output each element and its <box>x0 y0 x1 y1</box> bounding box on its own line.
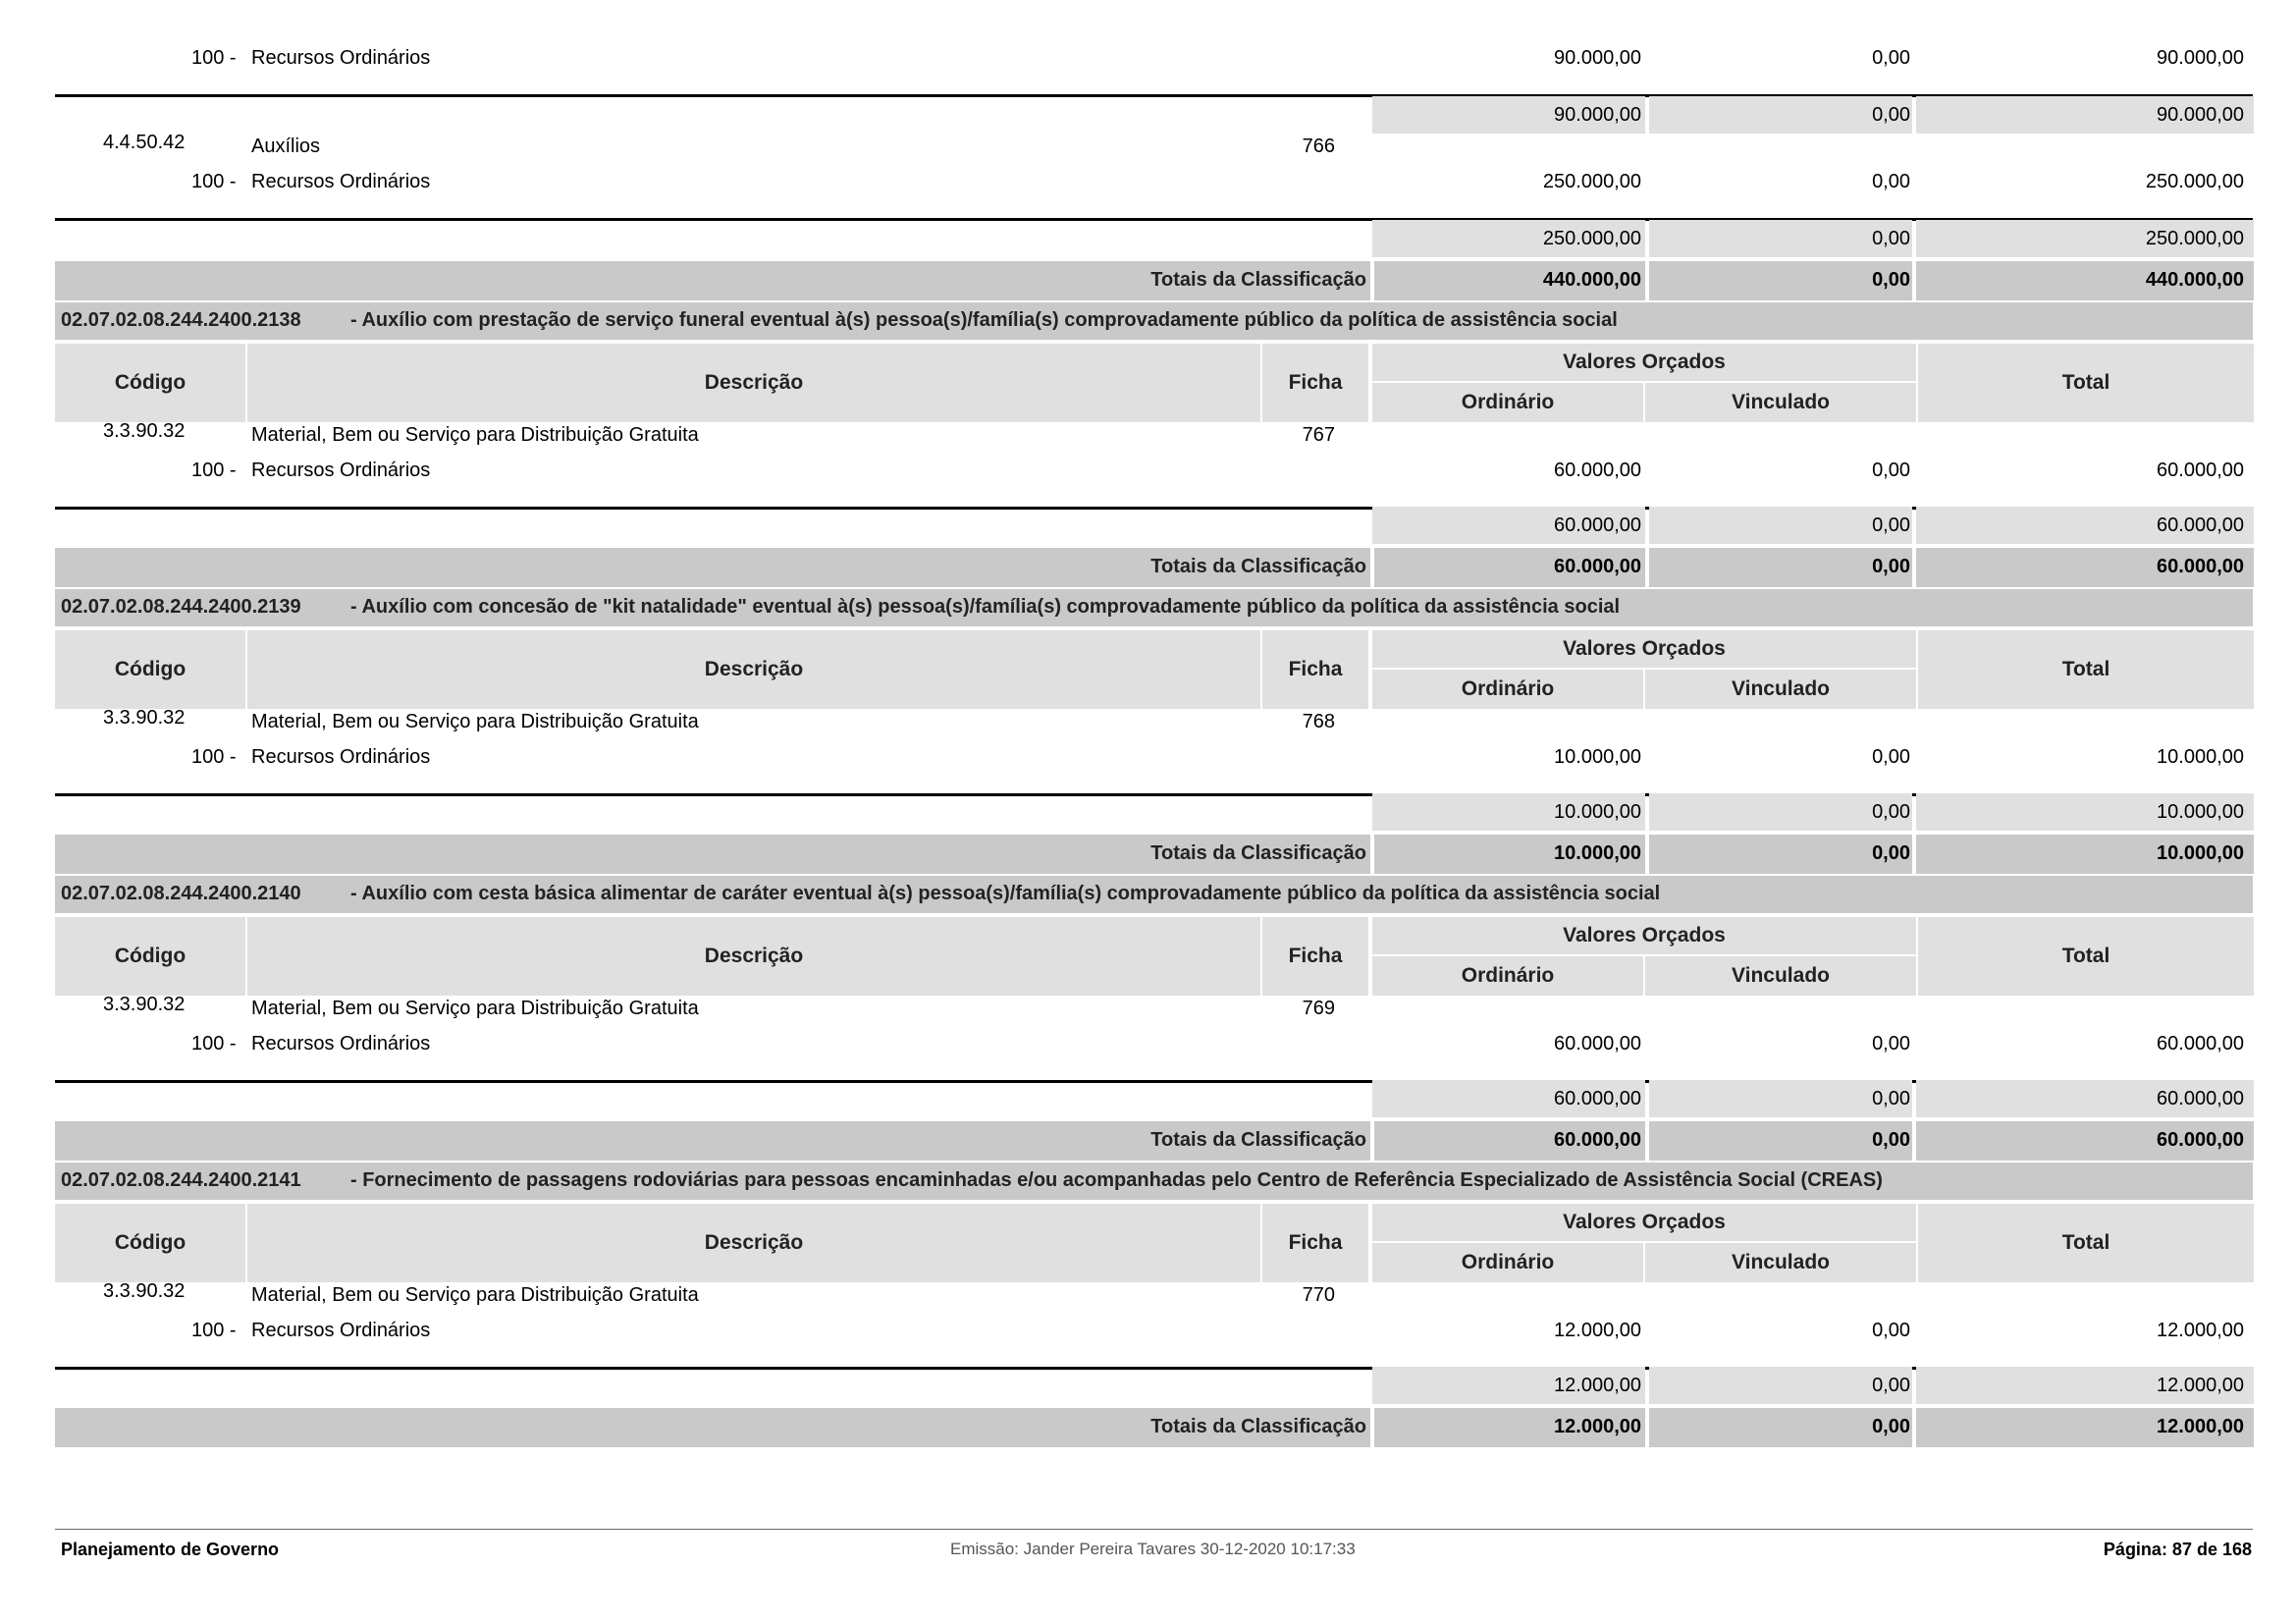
header-valores-orcados: Valores Orçados <box>1372 917 1916 954</box>
header-descricao: Descrição <box>247 344 1260 422</box>
header-descricao: Descrição <box>247 1204 1260 1282</box>
value-ordinario: 10.000,00 <box>1554 746 1641 768</box>
item-ficha: 766 <box>1302 135 1335 157</box>
source-code: 100 - <box>191 746 237 768</box>
subtotal-vinculado: 0,00 <box>1872 104 1910 126</box>
value-ordinario: 60.000,00 <box>1554 460 1641 481</box>
action-code: 02.07.02.08.244.2400.2140 <box>61 883 301 904</box>
header-total: Total <box>1918 917 2254 996</box>
subtotal-total: 60.000,00 <box>2157 1088 2244 1109</box>
action-code: 02.07.02.08.244.2400.2141 <box>61 1169 301 1191</box>
value-total: 90.000,00 <box>2157 47 2244 69</box>
totals-label: Totais da Classificação <box>1150 269 1366 291</box>
subtotal-total: 60.000,00 <box>2157 514 2244 536</box>
source-description: Recursos Ordinários <box>251 460 431 481</box>
value-ordinario: 12.000,00 <box>1554 1320 1641 1341</box>
subtotal-vinculado: 0,00 <box>1872 228 1910 249</box>
value-vinculado: 0,00 <box>1872 746 1910 768</box>
footer-left: Planejamento de Governo <box>61 1540 280 1559</box>
header-vinculado: Vinculado <box>1645 1243 1916 1282</box>
source-description: Recursos Ordinários <box>251 746 431 768</box>
header-ficha: Ficha <box>1262 630 1368 709</box>
totals-total: 12.000,00 <box>2157 1416 2244 1437</box>
value-total: 60.000,00 <box>2157 1033 2244 1055</box>
value-ordinario: 60.000,00 <box>1554 1033 1641 1055</box>
action-description: - Fornecimento de passagens rodoviárias para pessoas encaminhadas e/ou acompanhadas pelo Centro de Referência Especializado de Assistência Social (CREAS) <box>350 1169 1883 1191</box>
subtotal-vinculado: 0,00 <box>1872 514 1910 536</box>
item-description: Material, Bem ou Serviço para Distribuição Gratuita <box>251 711 699 732</box>
totals-vinculado: 0,00 <box>1872 1416 1910 1437</box>
subtotal-total: 250.000,00 <box>2145 228 2244 249</box>
value-ordinario: 250.000,00 <box>1542 171 1641 192</box>
header-ordinario: Ordinário <box>1372 956 1643 996</box>
header-ordinario: Ordinário <box>1372 1243 1643 1282</box>
subtotal-total: 10.000,00 <box>2157 801 2244 823</box>
footer-divider <box>55 1529 2253 1530</box>
source-code: 100 - <box>191 1320 237 1341</box>
header-ficha: Ficha <box>1262 1204 1368 1282</box>
totals-ordinario: 60.000,00 <box>1554 556 1641 577</box>
header-vinculado: Vinculado <box>1645 383 1916 422</box>
totals-total: 440.000,00 <box>2145 269 2244 291</box>
source-description: Recursos Ordinários <box>251 171 431 192</box>
header-codigo: Código <box>55 630 245 709</box>
header-codigo: Código <box>55 344 245 422</box>
item-description: Material, Bem ou Serviço para Distribuição Gratuita <box>251 1284 699 1306</box>
totals-total: 60.000,00 <box>2157 1129 2244 1151</box>
value-total: 10.000,00 <box>2157 746 2244 768</box>
totals-total: 60.000,00 <box>2157 556 2244 577</box>
header-total: Total <box>1918 344 2254 422</box>
action-code: 02.07.02.08.244.2400.2138 <box>61 309 301 331</box>
source-code: 100 - <box>191 171 237 192</box>
item-code: 3.3.90.32 <box>103 420 186 442</box>
source-description: Recursos Ordinários <box>251 47 431 69</box>
item-code: 4.4.50.42 <box>103 132 186 153</box>
value-total: 250.000,00 <box>2145 171 2244 192</box>
subtotal-ordinario: 12.000,00 <box>1554 1375 1641 1396</box>
value-total: 12.000,00 <box>2157 1320 2244 1341</box>
header-vinculado: Vinculado <box>1645 670 1916 709</box>
totals-label: Totais da Classificação <box>1150 556 1366 577</box>
item-code: 3.3.90.32 <box>103 1280 186 1302</box>
item-code: 3.3.90.32 <box>103 707 186 729</box>
footer-emission: Emissão: Jander Pereira Tavares 30-12-2020 10:17:33 <box>950 1540 1356 1558</box>
header-ordinario: Ordinário <box>1372 383 1643 422</box>
value-ordinario: 90.000,00 <box>1554 47 1641 69</box>
header-vinculado: Vinculado <box>1645 956 1916 996</box>
action-description: - Auxílio com prestação de serviço funeral eventual à(s) pessoa(s)/família(s) comprovadamente público da política de assistência social <box>350 309 1618 331</box>
header-codigo: Código <box>55 917 245 996</box>
totals-vinculado: 0,00 <box>1872 1129 1910 1151</box>
totals-label: Totais da Classificação <box>1150 1416 1366 1437</box>
source-code: 100 - <box>191 1033 237 1055</box>
action-description: - Auxílio com concesão de "kit natalidade" eventual à(s) pessoa(s)/família(s) comprovadamente público da política da assistência social <box>350 596 1621 618</box>
header-descricao: Descrição <box>247 630 1260 709</box>
totals-ordinario: 10.000,00 <box>1554 842 1641 864</box>
totals-vinculado: 0,00 <box>1872 556 1910 577</box>
header-valores-orcados: Valores Orçados <box>1372 344 1916 381</box>
header-valores-orcados: Valores Orçados <box>1372 630 1916 668</box>
value-vinculado: 0,00 <box>1872 1320 1910 1341</box>
subtotal-total: 12.000,00 <box>2157 1375 2244 1396</box>
totals-ordinario: 440.000,00 <box>1542 269 1641 291</box>
header-descricao: Descrição <box>247 917 1260 996</box>
totals-ordinario: 12.000,00 <box>1554 1416 1641 1437</box>
value-vinculado: 0,00 <box>1872 1033 1910 1055</box>
item-ficha: 768 <box>1302 711 1335 732</box>
header-total: Total <box>1918 630 2254 709</box>
totals-vinculado: 0,00 <box>1872 269 1910 291</box>
value-vinculado: 0,00 <box>1872 47 1910 69</box>
source-description: Recursos Ordinários <box>251 1033 431 1055</box>
action-description: - Auxílio com cesta básica alimentar de caráter eventual à(s) pessoa(s)/família(s) comprovadamente público da política da assistência social <box>350 883 1661 904</box>
header-codigo: Código <box>55 1204 245 1282</box>
item-description: Material, Bem ou Serviço para Distribuição Gratuita <box>251 998 699 1019</box>
item-description: Auxílios <box>251 135 321 157</box>
subtotal-ordinario: 90.000,00 <box>1554 104 1641 126</box>
header-valores-orcados: Valores Orçados <box>1372 1204 1916 1241</box>
totals-vinculado: 0,00 <box>1872 842 1910 864</box>
item-description: Material, Bem ou Serviço para Distribuição Gratuita <box>251 424 699 446</box>
item-ficha: 767 <box>1302 424 1335 446</box>
item-code: 3.3.90.32 <box>103 994 186 1015</box>
subtotal-vinculado: 0,00 <box>1872 801 1910 823</box>
header-ordinario: Ordinário <box>1372 670 1643 709</box>
subtotal-vinculado: 0,00 <box>1872 1088 1910 1109</box>
totals-ordinario: 60.000,00 <box>1554 1129 1641 1151</box>
header-total: Total <box>1918 1204 2254 1282</box>
subtotal-vinculado: 0,00 <box>1872 1375 1910 1396</box>
subtotal-ordinario: 250.000,00 <box>1542 228 1641 249</box>
source-code: 100 - <box>191 460 237 481</box>
totals-label: Totais da Classificação <box>1150 842 1366 864</box>
subtotal-ordinario: 60.000,00 <box>1554 514 1641 536</box>
subtotal-total: 90.000,00 <box>2157 104 2244 126</box>
totals-label: Totais da Classificação <box>1150 1129 1366 1151</box>
footer-page-number: Página: 87 de 168 <box>2103 1540 2252 1559</box>
item-ficha: 770 <box>1302 1284 1335 1306</box>
source-description: Recursos Ordinários <box>251 1320 431 1341</box>
value-vinculado: 0,00 <box>1872 460 1910 481</box>
action-code: 02.07.02.08.244.2400.2139 <box>61 596 301 618</box>
subtotal-ordinario: 60.000,00 <box>1554 1088 1641 1109</box>
item-ficha: 769 <box>1302 998 1335 1019</box>
source-code: 100 - <box>191 47 237 69</box>
value-total: 60.000,00 <box>2157 460 2244 481</box>
subtotal-ordinario: 10.000,00 <box>1554 801 1641 823</box>
value-vinculado: 0,00 <box>1872 171 1910 192</box>
header-ficha: Ficha <box>1262 917 1368 996</box>
header-ficha: Ficha <box>1262 344 1368 422</box>
totals-total: 10.000,00 <box>2157 842 2244 864</box>
